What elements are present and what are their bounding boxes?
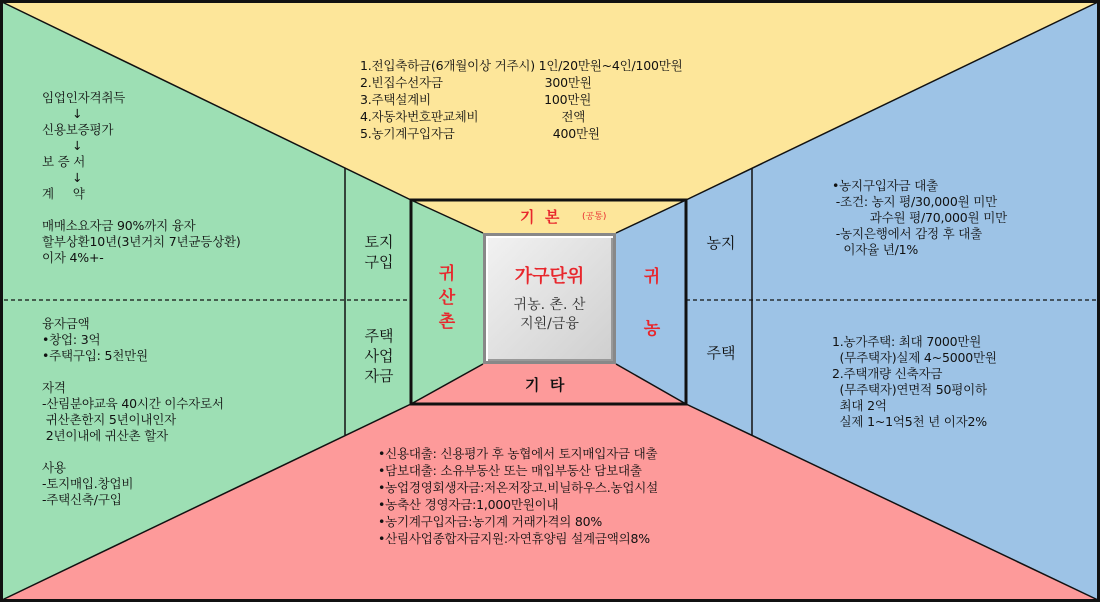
left-lower-line-8: 2년이내에 귀산촌 할자: [42, 428, 168, 443]
left-side-char-2: 산: [438, 288, 456, 308]
right-side-char-2: 농: [643, 319, 661, 339]
center-subtitle-line2: 지원/금융: [520, 316, 579, 332]
left-upper-line-7: 계 약: [42, 186, 85, 201]
left-lower-line-10: 사용: [42, 460, 66, 475]
left-upper-line-1: 임업인자격취득: [42, 90, 126, 105]
right-upper-text: [832, 178, 1007, 258]
left-lower-line-6: -산림분야교육 40시간 이수자로서: [42, 396, 224, 411]
left-land-label: 토지 구입: [364, 233, 394, 271]
center-box: [483, 233, 616, 364]
center-subtitle: [486, 296, 613, 334]
right-land-label: 농지: [706, 234, 736, 252]
left-upper-line-9: 매매소요자금 90%까지 융자: [42, 218, 196, 233]
left-lower-line-11: -토지매입.창업비: [42, 476, 134, 491]
left-side-char-3: 촌: [438, 312, 456, 332]
top-item-2: 2.빈집수선자금 300만원: [360, 75, 592, 90]
left-upper-line-8: [42, 202, 241, 218]
right-lower-text: [832, 334, 997, 430]
left-upper-line-3: 신용보증평가: [42, 122, 114, 137]
right-side-char-1: 귀: [643, 267, 661, 287]
left-lower-line-7: 귀산촌한지 5년이내인자: [42, 412, 177, 427]
left-lower-line-12: -주택신축/구입: [42, 492, 122, 507]
left-lower-line-4: [42, 364, 224, 380]
left-upper-line-5: 보 증 서: [42, 154, 86, 169]
center-subtitle-line1: 귀농. 촌. 산: [513, 297, 586, 313]
bottom-item-6: •산림사업종합자금지원:자연휴양림 설계금액의8%: [378, 531, 650, 546]
left-upper-line-6: ↓: [42, 170, 83, 185]
top-item-3: 3.주택설계비 100만원: [360, 92, 592, 107]
left-side-label: [435, 262, 459, 334]
right-lower-line-2: (무주택자)실제 4~5000만원: [832, 350, 997, 365]
bottom-title: 기 타: [525, 376, 565, 394]
left-lower-line-9: [42, 444, 224, 460]
bottom-item-1: •신용대출: 신용평가 후 농협에서 토지매입자금 대출: [378, 446, 658, 461]
left-lower-line-2: •창업: 3억: [42, 332, 101, 347]
top-item-4: 4.자동차번호판교체비 전액: [360, 109, 586, 124]
left-upper-line-11: 이자 4%+-: [42, 250, 104, 265]
top-title: 기 본: [520, 208, 560, 226]
left-side-char-1: 귀: [438, 264, 456, 284]
right-lower-line-5: 최대 2억: [832, 398, 887, 413]
bottom-item-3: •농업경영회생자금:저온저장고.비닐하우스.농업시설: [378, 480, 658, 495]
left-lower-text: [42, 316, 224, 508]
left-upper-line-4: ↓: [42, 138, 83, 153]
right-upper-line-4: -농지은행에서 감정 후 대출: [832, 226, 983, 241]
bottom-item-5: •농기계구입자금:농기계 거래가격의 80%: [378, 514, 603, 529]
right-upper-line-5: 이자율 년/1%: [832, 242, 919, 257]
right-upper-line-2: -조건: 농지 평/30,000원 미만: [832, 194, 997, 209]
right-lower-line-6: 실제 1~1억5천 년 이자2%: [832, 414, 987, 429]
right-side-label: [640, 265, 664, 341]
left-house-label: 주택 사업 자금: [364, 327, 394, 385]
top-item-5: 5.농기계구입자금 400만원: [360, 126, 600, 141]
right-lower-line-1: 1.농가주택: 최대 7000만원: [832, 334, 982, 349]
left-upper-text: [42, 90, 241, 266]
right-lower-line-4: (무주택자)연면적 50평이하: [832, 382, 987, 397]
bottom-item-4: •농축산 경영자금:1,000만원이내: [378, 497, 559, 512]
right-upper-line-1: •농지구입자금 대출: [832, 178, 938, 193]
left-upper-line-10: 할부상환10년(3년거치 7년균등상환): [42, 234, 241, 249]
left-upper-line-2: ↓: [42, 106, 83, 121]
top-item-1: 1.전입축하금(6개월이상 거주시) 1인/20만원~4인/100만원: [360, 58, 683, 73]
right-lower-line-3: 2.주택개량 신축자금: [832, 366, 943, 381]
left-lower-line-3: •주택구입: 5천만원: [42, 348, 148, 363]
left-lower-line-5: 자격: [42, 380, 66, 395]
center-title: 가구단위: [514, 266, 585, 287]
left-lower-line-1: 융자금액: [42, 316, 90, 331]
top-title-sub: (공통): [582, 212, 607, 222]
right-upper-line-3: 과수원 평/70,000원 미만: [832, 210, 1007, 225]
right-house-label: 주택: [706, 344, 736, 362]
bottom-item-2: •담보대출: 소유부동산 또는 매입부동산 담보대출: [378, 463, 642, 478]
